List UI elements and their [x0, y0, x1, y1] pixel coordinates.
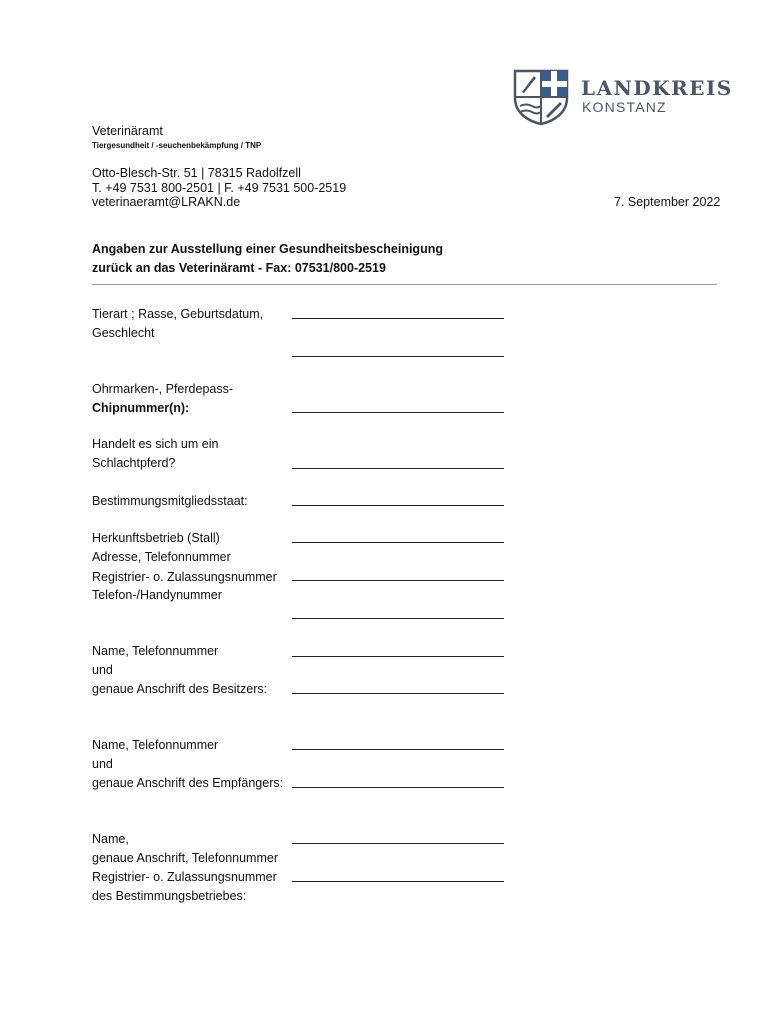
- label-slaughter-line-2: Schlachtpferd?: [92, 456, 176, 470]
- document-date: 7. September 2022: [614, 195, 721, 209]
- input-line-recipient-1[interactable]: [292, 749, 504, 750]
- label-origin-line-2: Adresse, Telefonnummer: [92, 550, 231, 564]
- logo-wordmark-konstanz: KONSTANZ: [582, 99, 667, 115]
- label-destination-line-2: genaue Anschrift, Telefonnummer: [92, 851, 278, 865]
- input-line-owner-2[interactable]: [292, 693, 504, 694]
- sender-department: Tiergesundheit / -seuchenbekämpfung / TNP: [92, 141, 262, 150]
- input-line-origin-2[interactable]: [292, 580, 504, 581]
- sender-office: Veterinäramt: [92, 124, 163, 138]
- sender-address: Otto-Blesch-Str. 51 | 78315 Radolfzell: [92, 166, 301, 180]
- logo-wordmark-landkreis: LANDKREIS: [581, 76, 733, 100]
- label-member-state: Bestimmungsmitgliedsstaat:: [92, 494, 248, 508]
- input-line-destination-2[interactable]: [292, 881, 504, 882]
- input-line-slaughter[interactable]: [292, 468, 504, 469]
- label-chip-line-2: Chipnummer(n):: [92, 401, 190, 415]
- label-recipient-line-1: Name, Telefonnummer: [92, 738, 219, 752]
- input-line-origin-1[interactable]: [292, 542, 504, 543]
- label-destination-line-3: Registrier- o. Zulassungsnummer: [92, 870, 277, 884]
- sender-phone: T. +49 7531 800-2501 | F. +49 7531 500-2519: [92, 181, 347, 195]
- label-origin-line-1: Herkunftsbetrieb (Stall): [92, 531, 220, 545]
- label-destination-line-4: des Bestimmungsbetriebes:: [92, 889, 247, 903]
- label-slaughter-line-1: Handelt es sich um ein: [92, 437, 219, 451]
- input-line-animal-2[interactable]: [292, 356, 504, 357]
- label-chip-line-1: Ohrmarken-, Pferdepass-: [92, 382, 234, 396]
- label-owner-line-3: genaue Anschrift des Besitzers:: [92, 682, 268, 696]
- sender-email: veterinaeramt@LRAKN.de: [92, 195, 241, 209]
- input-line-animal-1[interactable]: [292, 318, 504, 319]
- input-line-origin-3[interactable]: [292, 618, 504, 619]
- label-recipient-line-3: genaue Anschrift des Empfängers:: [92, 776, 284, 790]
- label-recipient-line-2: und: [92, 757, 113, 771]
- input-line-member-state[interactable]: [292, 505, 504, 506]
- label-animal-line-2: Geschlecht: [92, 326, 155, 340]
- label-animal-line-1: Tierart ; Rasse, Geburtsdatum,: [92, 307, 264, 321]
- heading-line-2: zurück an das Veterinäramt - Fax: 07531/800-2519: [92, 261, 386, 275]
- label-owner-line-1: Name, Telefonnummer: [92, 644, 219, 658]
- input-line-recipient-2[interactable]: [292, 787, 504, 788]
- input-line-chip[interactable]: [292, 412, 504, 413]
- label-destination-line-1: Name,: [92, 832, 129, 846]
- input-line-destination-1[interactable]: [292, 843, 504, 844]
- label-owner-line-2: und: [92, 663, 113, 677]
- input-line-owner-1[interactable]: [292, 656, 504, 657]
- label-origin-line-4: Telefon-/Handynummer: [92, 588, 222, 602]
- coat-of-arms-icon: [512, 68, 570, 126]
- heading-line-1: Angaben zur Ausstellung einer Gesundheitsbescheinigung: [92, 242, 443, 256]
- label-origin-line-3: Registrier- o. Zulassungsnummer: [92, 570, 277, 584]
- divider: [92, 284, 717, 285]
